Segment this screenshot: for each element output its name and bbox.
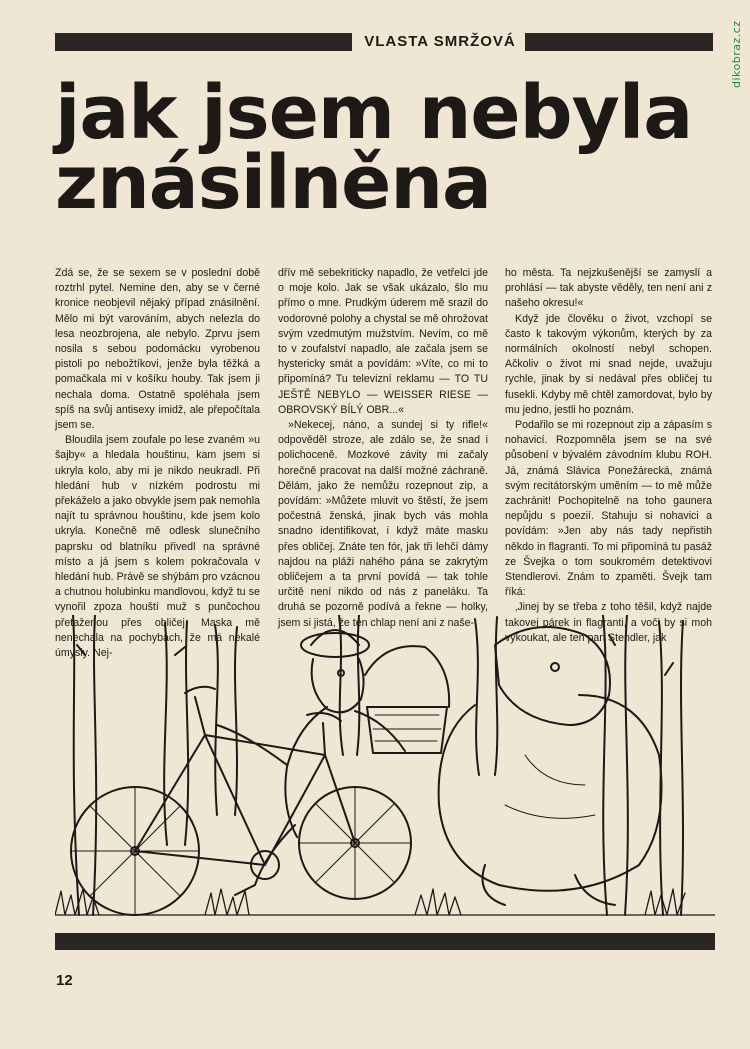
paragraph: ho města. Ta nejzkušenější se zamyslí a prohlásí — tak abyste věděly, ten není ani z našeho okresu!« — [505, 267, 712, 310]
author-rule-right — [525, 33, 713, 51]
author-bar — [55, 33, 713, 51]
paragraph: Když jde člověku o život, vzchopí se často k takovým výkonům, kterých by za normálních okolností nebyl schopen. Ačkoliv o život mi snad nejde, uvažuju rychle, jinak by si nedával přes obličej tu fusekli. Kdyby mě chtěl zamordovat, bylo by mu jedno, jestli ho poznám. — [505, 312, 712, 416]
headline-line-2: znásilněna — [55, 140, 491, 226]
paragraph: ‚Jinej by se třeba z toho těšil, když najde takovej párek in flagranti, a voči by si moh vykoukat, ale ten pan Stendler, jak — [505, 601, 712, 644]
paragraph: Podařilo se mi rozepnout zip a zápasím s nohavicí. Rozpomněla jsem se na své působení v bývalém závodním klubu ROH. Já, známá Slávica Ponežárecká, známá svým recitátorským uměním — to mě může zachránit! Pochopitelně na toho gaunera nepůjdu s poezií. Stahuju si nohavici a povídám: »Jen aby nás tady nepřistih někdo in flagranti. To mi připomíná tu pasáž ze Švejka o tom soukromém detektivovi Stendlerovi. Znám to zpaměti. Švejk tam říká: — [505, 419, 712, 599]
paragraph: Zdá se, že se sexem se v poslední době roztrhl pytel. Nemine den, aby se v černé kronice neobjevil nějaký případ znásilnění. Mělo mi být varováním, abych nelezla do lesa neozbrojena, ale nebylo. Zprvu jsem nosila s sebou podomácku vyrobenou pistoli po nebožtíkovi, jenže byla těžká a pomačkala mi v košíku houby. Tak jsem ji nechala doma. Ostatně spoléhala jsem spíš na svůj antisexy imidž, ale přepočítala jsem se. — [55, 267, 260, 432]
article-headline — [55, 70, 705, 226]
cartoon-illustration — [55, 615, 715, 933]
paragraph: dřív mě sebekriticky napadlo, že vetřelci jde o moje kolo. Jak se však ukázalo, šlo mu přímo o mne. Prudkým úderem mě srazil do vodorovné polohy a chystal se mě ohrožovat svým vzedmutým mužstvím. Nevím, co mě to v zoufalství napadlo, ale začala jsem se hystericky smát a povídám: »Víte, co mi to připomíná? Tu televizní reklamu — TO TU JEŠTĚ NEBYLO — WEISSER RIESE — OBROVSKÝ BÍLÝ OBR...« — [278, 267, 488, 416]
page-number: 12 — [56, 972, 73, 989]
text-column-3 — [505, 266, 712, 646]
paragraph: »Nekecej, náno, a sundej si ty rifle!« odpověděl stroze, ale zdálo se, že snad i polichoceně. Mozkové závity mi začaly horečně pracovat na další možné záchraně. Dělám, jako že nemůžu rozepnout zip, a povídám: »Můžete mluvit vo štěstí, že jsem počestná ženská, jinak bych vás mohla snadno identifikovat, i když máte masku přes obličej. Znáte ten fór, jak tři lehčí dámy najdou na pláži nahého pána se zakrytým obličejem a ta první povídá — tak tohle určitě není nikdo od nás z paneláku. Ta druhá se pozorně podívá a řekne — holky, jsem si jistá, že ten chlap není ani z naše- — [278, 419, 488, 629]
woman-figure — [217, 630, 449, 895]
text-column-2 — [278, 266, 488, 631]
bottom-rule — [55, 933, 715, 950]
author-rule-left — [55, 33, 352, 51]
author-name: VLASTA SMRŽOVÁ — [364, 33, 516, 50]
paragraph: Bloudila jsem zoufale po lese zvaném »u šajby« a hledala houštinu, kam jsem si ukryla kolo, aby mi je nikdo neukradl. Při hledání hub v nízkém podrostu mi překáželo a jako obvykle jsem pak nemohla najít tu správnou houštinu, kde jsem kolo ukryla. Konečně mě odlesk slunečního paprsku od blatníku přivedl na správné místo a já jsem s kolem pokračovala v hledání hub. Právě se shýbám pro vzácnou a chutnou holubinku mandlovou, když tu se vynořil zpoza houští muž s punčochou přetaženou přes obličej. Maska mě nenechala na pochybách, že má nekalé úmysly. Nej- — [55, 434, 260, 660]
headline-line-1: jak jsem nebyla — [55, 70, 693, 156]
watermark: dikobraz.cz — [730, 20, 743, 88]
text-column-1 — [55, 266, 260, 661]
